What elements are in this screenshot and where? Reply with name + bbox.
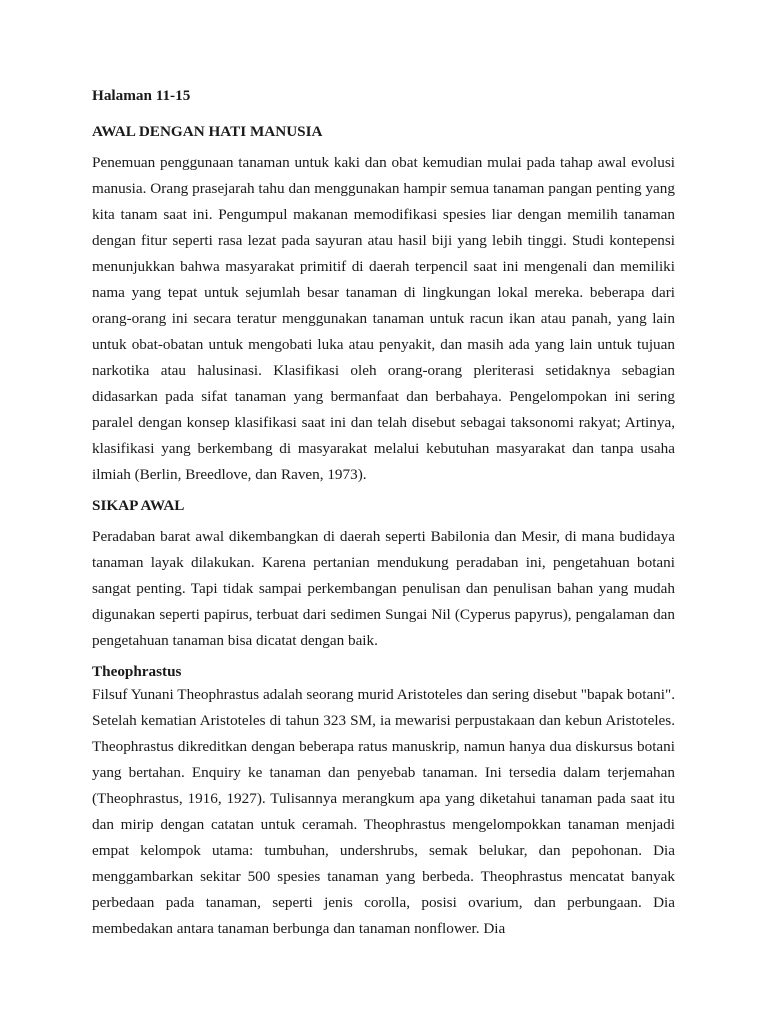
section-paragraph-2: Peradaban barat awal dikembangkan di daerah seperti Babilonia dan Mesir, di mana budidaya tanaman layak dilakukan. Karena pertanian mendukung peradaban ini, pengetahuan botani sangat penting. Tapi tidak sampai perkembangan penulisan dan penulisan bahan yang mudah digunakan seperti papirus, terbuat dari sedimen Sungai Nil (Cyperus papyrus), pengalaman dan pengetahuan tanaman bisa dicatat dengan baik. xyxy=(92,528,675,649)
page-label: Halaman 11-15 xyxy=(92,87,191,104)
section-paragraph-3: Filsuf Yunani Theophrastus adalah seorang murid Aristoteles dan sering disebut "bapak botani". Setelah kematian Aristoteles di tahun 323 SM, ia mewarisi perpustakaan dan kebun Aristoteles. Theophrastus dikreditkan dengan beberapa ratus manuskrip, namun hanya dua diskursus botani yang bertahan. Enquiry ke tanaman dan penyebab tanaman. Ini tersedia dalam terjemahan (Theophrastus, 1916, 1927). Tulisannya merangkum apa yang diketahui tanaman pada saat itu dan mirip dengan catatan untuk ceramah. Theophrastus mengelompokkan tanaman menjadi empat kelompok utama: tumbuhan, undershrubs, semak belukar, dan pepohonan. Dia menggambarkan sekitar 500 spesies tanaman yang berbeda. Theophrastus mencatat banyak perbedaan pada tanaman, seperti jenis corolla, posisi ovarium, dan perbungaan. Dia membedakan antara tanaman berbunga dan tanaman nonflower. Dia xyxy=(92,686,675,937)
document-page xyxy=(92,86,675,942)
section-heading-awal-dengan-hati-manusia: AWAL DENGAN HATI MANUSIA xyxy=(92,123,323,140)
section-heading-theophrastus: Theophrastus xyxy=(92,663,182,680)
section-paragraph-1: Penemuan penggunaan tanaman untuk kaki dan obat kemudian mulai pada tahap awal evolusi manusia. Orang prasejarah tahu dan menggunakan hampir semua tanaman pangan penting yang kita tanam saat ini. Pengumpul makanan memodifikasi spesies liar dengan memilih tanaman dengan fitur seperti rasa lezat pada sayuran atau hasil biji yang lebih tinggi. Studi kontepensi menunjukkan bahwa masyarakat primitif di daerah terpencil saat ini mengenali dan memiliki nama yang tepat untuk sejumlah besar tanaman di lingkungan lokal mereka. beberapa dari orang-orang ini secara teratur menggunakan tanaman untuk racun ikan atau panah, yang lain untuk obat-obatan untuk mengobati luka atau penyakit, dan masih ada yang lain untuk tujuan narkotika atau halusinasi. Klasifikasi oleh orang-orang pleriterasi setidaknya sebagian didasarkan pada sifat tanaman yang bermanfaat dan berbahaya. Pengelompokan ini sering paralel dengan konsep klasifikasi saat ini dan telah disebut sebagai taksonomi rakyat; Artinya, klasifikasi yang berkembang di masyarakat melalui kebutuhan masyarakat dan tanpa usaha ilmiah (Berlin, Breedlove, dan Raven, 1973). xyxy=(92,154,675,483)
section-heading-sikap-awal: SIKAP AWAL xyxy=(92,497,185,514)
